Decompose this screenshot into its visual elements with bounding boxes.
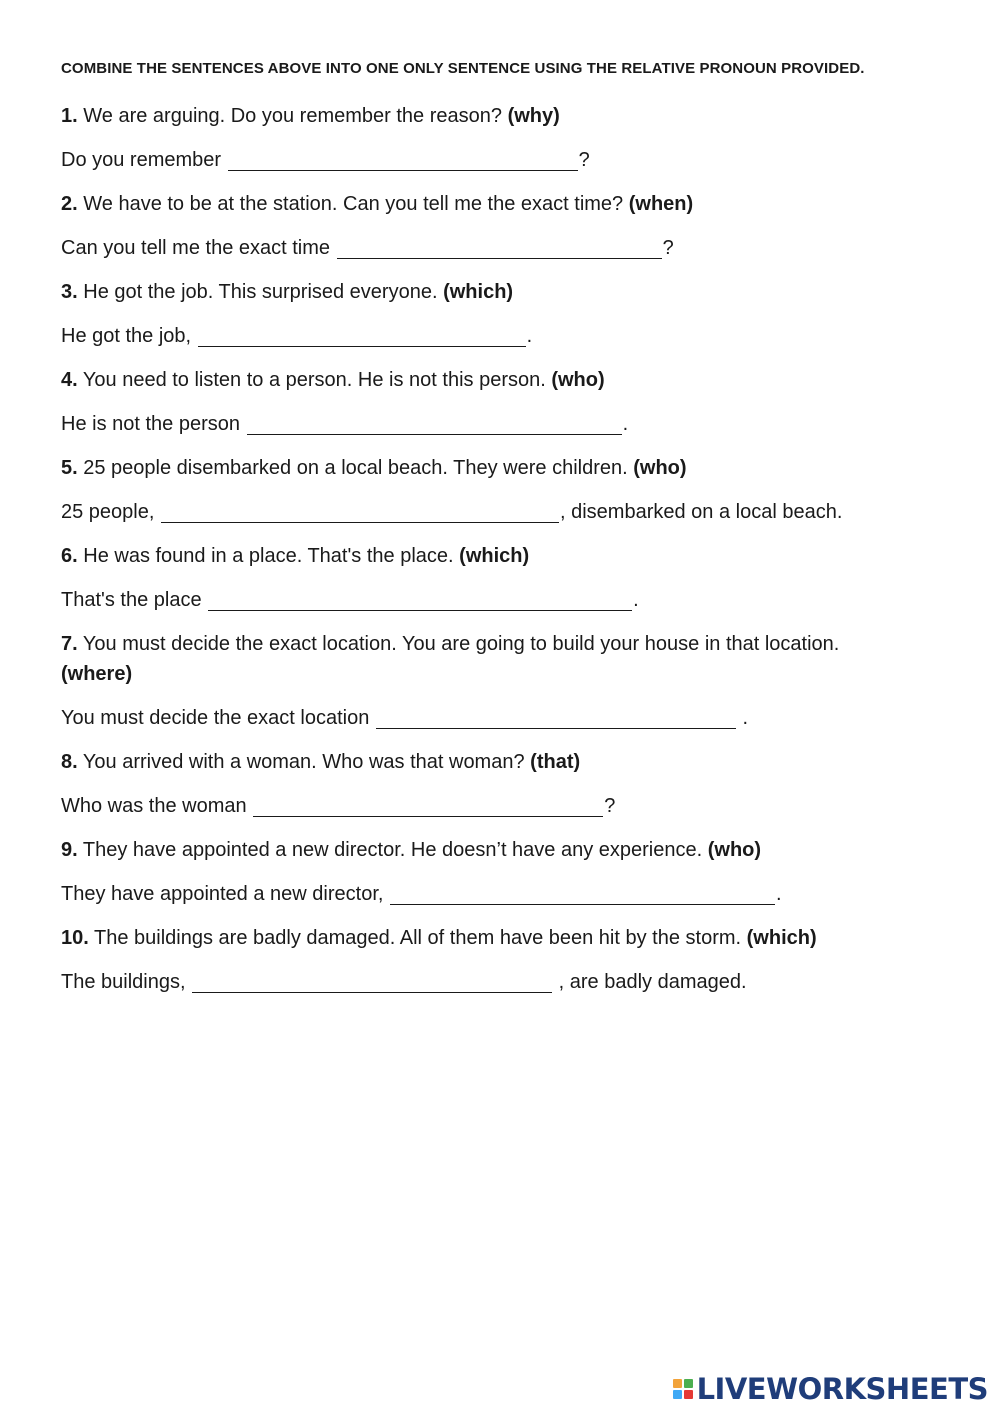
logo-tile <box>673 1379 682 1388</box>
answer-blank-2[interactable] <box>337 238 662 259</box>
answer-blank-6[interactable] <box>208 590 632 611</box>
question-prompt: 9. They have appointed a new director. He doesn’t have any experience. (who) <box>61 839 762 861</box>
answer-blank-5[interactable] <box>161 502 559 523</box>
question-3 <box>61 277 941 351</box>
logo-tile <box>684 1390 693 1399</box>
answer-blank-8[interactable] <box>253 796 603 817</box>
question-8 <box>61 747 941 821</box>
answer-line: Can you tell me the exact time ? <box>61 237 674 259</box>
question-2 <box>61 189 941 263</box>
question-6 <box>61 541 941 615</box>
question-prompt: 1. We are arguing. Do you remember the reason? (why) <box>61 105 560 127</box>
answer-line: You must decide the exact location . <box>61 707 749 729</box>
answer-blank-9[interactable] <box>390 884 775 905</box>
question-prompt: 8. You arrived with a woman. Who was that woman? (that) <box>61 751 581 773</box>
question-prompt: 6. He was found in a place. That's the place. (which) <box>61 545 530 567</box>
question-5 <box>61 453 941 527</box>
question-7 <box>61 629 941 733</box>
question-prompt: 4. You need to listen to a person. He is not this person. (who) <box>61 369 605 391</box>
question-prompt: 10. The buildings are badly damaged. All of them have been hit by the storm. (which) <box>61 927 817 949</box>
question-prompt: 2. We have to be at the station. Can you tell me the exact time? (when) <box>61 193 694 215</box>
question-4 <box>61 365 941 439</box>
logo-tile <box>673 1390 682 1399</box>
answer-line: The buildings, , are badly damaged. <box>61 971 747 993</box>
question-1 <box>61 101 941 175</box>
answer-line: Who was the woman ? <box>61 795 616 817</box>
logo-tile <box>684 1379 693 1388</box>
worksheet <box>61 60 941 1011</box>
answer-line: That's the place . <box>61 589 639 611</box>
instruction: COMBINE THE SENTENCES ABOVE INTO ONE ONLY SENTENCE USING THE RELATIVE PRONOUN PROVIDED. <box>61 60 865 77</box>
answer-line: He is not the person . <box>61 413 629 435</box>
answer-line: Do you remember ? <box>61 149 590 171</box>
answer-line: 25 people, , disembarked on a local beach. <box>61 501 843 523</box>
answer-blank-1[interactable] <box>228 150 578 171</box>
answer-blank-3[interactable] <box>198 326 526 347</box>
liveworksheets-logo <box>673 1372 988 1406</box>
question-prompt: 5. 25 people disembarked on a local beach. They were children. (who) <box>61 457 687 479</box>
logo-text: LIVEWORKSHEETS <box>696 1372 988 1406</box>
answer-blank-10[interactable] <box>192 972 552 993</box>
question-10 <box>61 923 941 997</box>
answer-line: He got the job, . <box>61 325 533 347</box>
question-9 <box>61 835 941 909</box>
answer-line: They have appointed a new director, . <box>61 883 782 905</box>
question-prompt: 7. You must decide the exact location. You are going to build your house in that location. (where) <box>61 633 840 685</box>
question-prompt: 3. He got the job. This surprised everyone. (which) <box>61 281 514 303</box>
answer-blank-7[interactable] <box>376 708 736 729</box>
logo-tiles-icon <box>673 1379 693 1399</box>
answer-blank-4[interactable] <box>247 414 622 435</box>
